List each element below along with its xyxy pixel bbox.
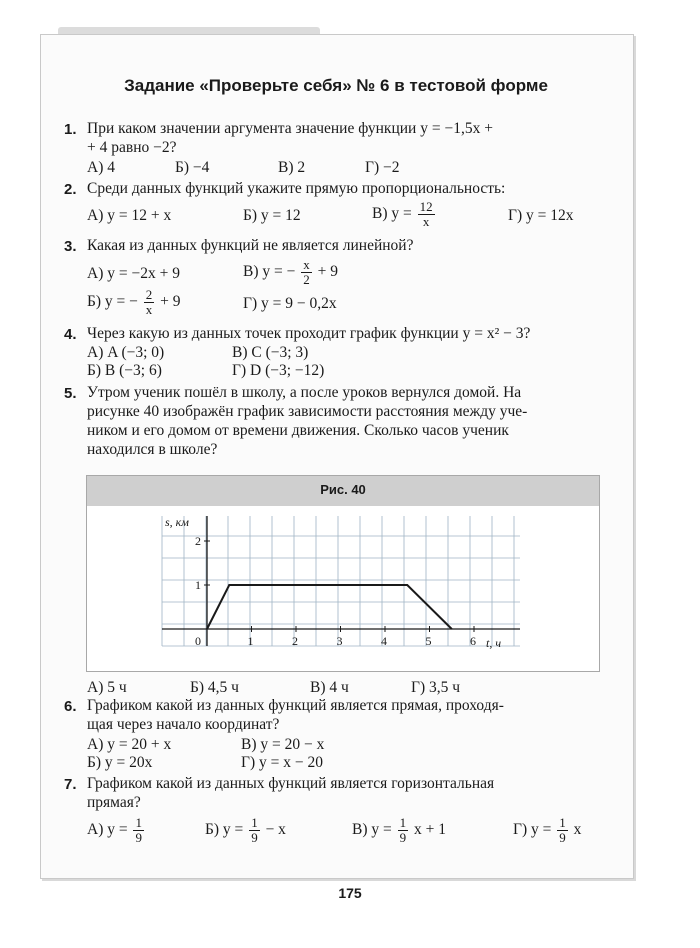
y-tick-label-2: 2 (195, 534, 201, 548)
chart-ticks (165, 515, 501, 650)
question-1-option-d[interactable]: Г) −2 (365, 159, 400, 176)
question-5-option-c[interactable]: В) 4 ч (310, 679, 349, 696)
question-7-option-c-suffix: x + 1 (414, 821, 446, 839)
question-7-text-line-2: прямая? (87, 794, 141, 811)
question-3-option-c[interactable] (87, 288, 181, 317)
question-3-option-c-label: Б) y = − (87, 293, 138, 311)
question-5-number: 5. (64, 385, 77, 402)
figure-title: Рис. 40 (320, 482, 366, 497)
question-3-option-b-fraction: $\frac{x}{2}$ (303, 257, 310, 287)
question-2-option-c-label: В) y = (372, 205, 412, 223)
question-4-number: 4. (64, 326, 77, 343)
question-2-option-b[interactable]: Б) y = 12 (243, 207, 301, 224)
question-1-option-c[interactable]: В) 2 (278, 159, 306, 176)
question-4-option-a[interactable]: А) A (−3; 0) (87, 344, 165, 361)
y-tick-label-1: 1 (195, 578, 201, 592)
question-5-text-line-3: ником и его домом от времени движения. Сколько часов ученик (87, 422, 509, 439)
question-7-option-b[interactable] (205, 816, 286, 845)
chart-series (207, 585, 452, 629)
question-6-option-d[interactable]: Г) y = x − 20 (241, 754, 323, 771)
distance-time-chart (87, 476, 599, 671)
question-4-option-d[interactable]: Г) D (−3; −12) (232, 362, 325, 379)
question-6-option-a[interactable]: А) y = 20 + x (87, 736, 172, 753)
question-7-option-b-fraction: $\frac{1}{9}$ (251, 815, 258, 845)
page-number: 175 (338, 885, 362, 901)
question-5-text-line-2: рисунке 40 изображён график зависимости расстояния между уче- (87, 403, 528, 420)
question-7-option-d[interactable] (513, 816, 581, 845)
question-2-option-c[interactable] (372, 200, 437, 229)
question-1-number: 1. (64, 121, 77, 138)
x-tick-label-6: 6 (470, 634, 476, 648)
question-1-option-b[interactable]: Б) −4 (175, 159, 210, 176)
question-7-option-c-fraction: $\frac{1}{9}$ (399, 815, 407, 845)
question-3-option-a[interactable]: А) y = −2x + 9 (87, 265, 180, 282)
question-7-option-d-label: Г) y = (513, 821, 552, 839)
question-7-option-d-suffix: x (573, 821, 582, 839)
question-3-option-c-fraction: $\frac{2}{x}$ (145, 287, 153, 317)
question-3-text: Какая из данных функций не является линейной? (87, 237, 414, 254)
question-3-option-d[interactable]: Г) y = 9 − 0,2x (243, 295, 337, 312)
question-3-option-b-suffix: + 9 (317, 263, 338, 281)
x-tick-label-0: 0 (195, 634, 201, 648)
question-7-option-a-fraction: $\frac{1}{9}$ (135, 815, 142, 845)
question-5-option-b[interactable]: Б) 4,5 ч (190, 679, 239, 696)
question-2-option-c-fraction: $\frac{12}{x}$ (419, 199, 433, 229)
question-5-option-d[interactable]: Г) 3,5 ч (411, 679, 461, 696)
question-6-number: 6. (64, 698, 77, 715)
question-6-text-line-1: Графиком какой из данных функций является прямая, проходя- (87, 697, 504, 714)
question-2-option-d[interactable]: Г) y = 12x (508, 207, 574, 224)
question-6-option-b[interactable]: Б) y = 20x (87, 754, 153, 771)
series-line-0 (207, 585, 452, 629)
question-1-text-line-2: + 4 равно −2? (87, 139, 177, 156)
question-3-number: 3. (64, 238, 77, 255)
question-7-option-a-label: А) y = (87, 821, 128, 839)
x-tick-label-5: 5 (425, 634, 432, 648)
x-tick-label-1: 1 (247, 634, 254, 648)
question-7-text-line-1: Графиком какой из данных функций является горизонтальная (87, 775, 495, 792)
question-2-option-a[interactable]: А) y = 12 + x (87, 207, 172, 224)
question-7-option-b-label: Б) y = (205, 821, 244, 839)
question-3-option-c-suffix: + 9 (160, 293, 181, 311)
question-2-number: 2. (64, 181, 77, 198)
question-1-option-a[interactable]: А) 4 (87, 159, 115, 176)
question-7-number: 7. (64, 776, 77, 793)
x-tick-label-4: 4 (381, 634, 387, 648)
question-4-option-c[interactable]: В) C (−3; 3) (232, 344, 309, 361)
question-5-text-line-4: находился в школе? (87, 441, 218, 458)
page-title: Задание «Проверьте себя» № 6 в тестовой форме (124, 76, 548, 95)
question-7-option-c[interactable] (352, 816, 446, 845)
question-3-option-b[interactable] (243, 258, 338, 287)
question-3-option-b-label: В) y = − (243, 263, 296, 281)
x-axis-label: t, ч (486, 636, 502, 650)
question-5-text-line-1: Утром ученик пошёл в школу, а после уроков вернулся домой. На (87, 384, 522, 401)
question-2-text: Среди данных функций укажите прямую пропорциональность: (87, 180, 506, 197)
question-1-text-line-1: При каком значении аргумента значение функции y = −1,5x + (87, 120, 493, 137)
x-tick-label-3: 3 (336, 634, 343, 648)
question-4-text: Через какую из данных точек проходит график функции y = x² − 3? (87, 325, 531, 342)
question-6-text-line-2: щая через начало координат? (87, 716, 280, 733)
x-tick-label-2: 2 (292, 634, 298, 648)
question-7-option-a[interactable] (87, 816, 146, 845)
question-5-option-a[interactable]: А) 5 ч (87, 679, 127, 696)
question-7-option-c-label: В) y = (352, 821, 392, 839)
question-4-option-b[interactable]: Б) B (−3; 6) (87, 362, 162, 379)
y-axis-label: s, км (165, 515, 189, 529)
question-7-option-b-suffix: − x (265, 821, 286, 839)
question-7-option-d-fraction: $\frac{1}{9}$ (559, 815, 566, 845)
question-6-option-c[interactable]: В) y = 20 − x (241, 736, 325, 753)
figure-40 (86, 475, 600, 672)
